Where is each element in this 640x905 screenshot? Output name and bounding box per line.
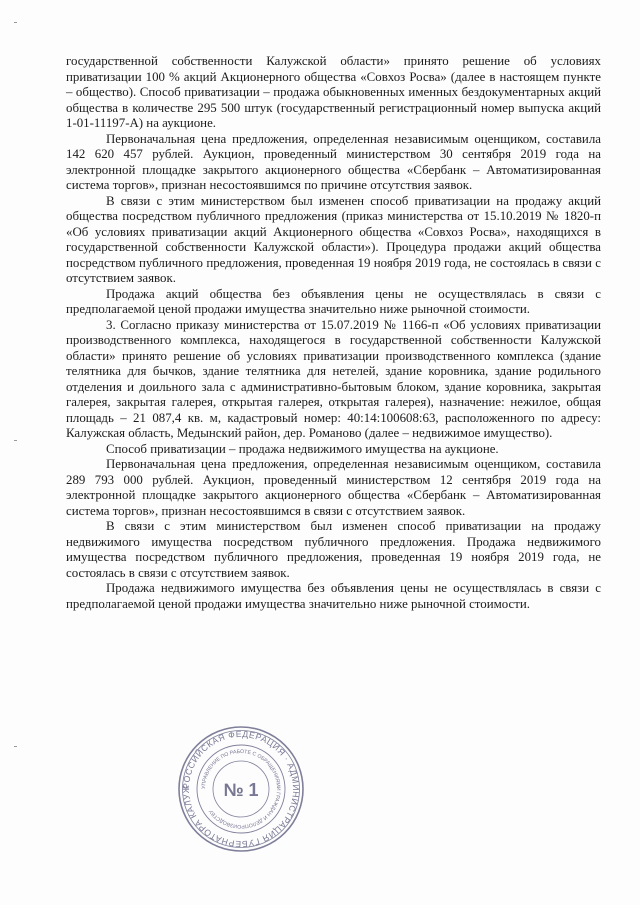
official-seal [176, 724, 306, 854]
seal-icon [176, 724, 306, 854]
seal-inner-text: УПРАВЛЕНИЕ ПО РАБОТЕ С ОБРАЩЕНИЯМИ ГРАЖДАН И ДЕЛОПРОИЗВОДСТВУ [200, 748, 282, 830]
paragraph: В связи с этим министерством был изменен способ приватизации на продажу акций общества посредством публичного предложения (приказ министерства от 15.10.2019 № 1820-п «Об условиях приватизации акций Акционерного общества «Совхоз Росва», находящихся в государственной собственности Калужской области»). Процедура продажи акций общества посредством публичного предложения, проведенная 19 ноября 2019 года, не состоялась в связи с отсутствием заявок. [66, 193, 601, 285]
paragraph: Способ приватизации – продажа недвижимого имущества на аукционе. [106, 441, 499, 456]
paragraph: В связи с этим министерством был изменен способ приватизации на продажу недвижимого имущества посредством публичного предложения. Продажа недвижимого имущества посредством публичного предложения, проведенная 19 ноября 2019 года, не состоялась в связи с отсутствием заявок. [66, 519, 601, 580]
paragraph: 3. Согласно приказу министерства от 15.07.2019 № 1166-п «Об условиях приватизации производственного комплекса, находящегося в государственной собственности Калужской области» принято решение об условиях приватизации производственного комплекса (здание телятника для бычков, здание телятника для нетелей, здание коровника, здание родильного отделения и доильного зала с административно-бытовым блоком, здание коровника, закрытая галерея, закрытая галерея, открытая галерея, открытая галерея), назначение: нежилое, общая площадь – 21 087,4 кв. м, кадастровый номер: 40:14:100608:63, расположенного по адресу: Калужская область, Медынский район, дер. Романово (далее – недвижимое имущество). [66, 317, 601, 440]
paragraph: Первоначальная цена предложения, определенная независимым оценщиком, составила 142 620 457 рублей. Аукцион, проведенный министерством 30 сентября 2019 года на электронной площадке закрытого акционерного общества «Сбербанк – Автоматизированная система торгов», признан несостоявшимся по причине отсутствия заявок. [66, 131, 601, 192]
scan-mark [14, 746, 17, 747]
seal-number: № 1 [223, 780, 259, 800]
paragraph: государственной собственности Калужской области» принято решение об условиях приватизации 100 % акций Акционерного общества «Совхоз Росва» (далее в настоящем пункте – общество). Способ приватизации – продажа обыкновенных именных бездокументарных акций общества в количестве 295 500 штук (государственный регистрационный номер выпуска акций 1-01-11197-А) на аукционе. [66, 54, 601, 130]
paragraph: Продажа акций общества без объявления цены не осуществлялась в связи с предполагаемой ценой продажи имущества значительно ниже рыночной стоимости. [66, 286, 601, 316]
paragraph: Первоначальная цена предложения, определенная независимым оценщиком, составила 289 793 000 рублей. Аукцион, проведенный министерством 12 сентября 2019 года на электронной площадке закрытого акционерного общества «Сбербанк – Автоматизированная система торгов», признан несостоявшимся в связи с отсутствием заявок. [66, 457, 601, 518]
scan-mark [14, 440, 17, 441]
document-body [66, 54, 601, 612]
seal-outer-text: РОССИЙСКАЯ ФЕДЕРАЦИЯ · АДМИНИСТРАЦИЯ ГУБЕРНАТОРА КАЛУЖ [180, 728, 302, 850]
paragraph: Продажа недвижимого имущества без объявления цены не осуществлялась в связи с предполагаемой ценой продажи имущества значительно ниже рыночной стоимости. [66, 581, 601, 611]
scan-mark [14, 22, 17, 23]
